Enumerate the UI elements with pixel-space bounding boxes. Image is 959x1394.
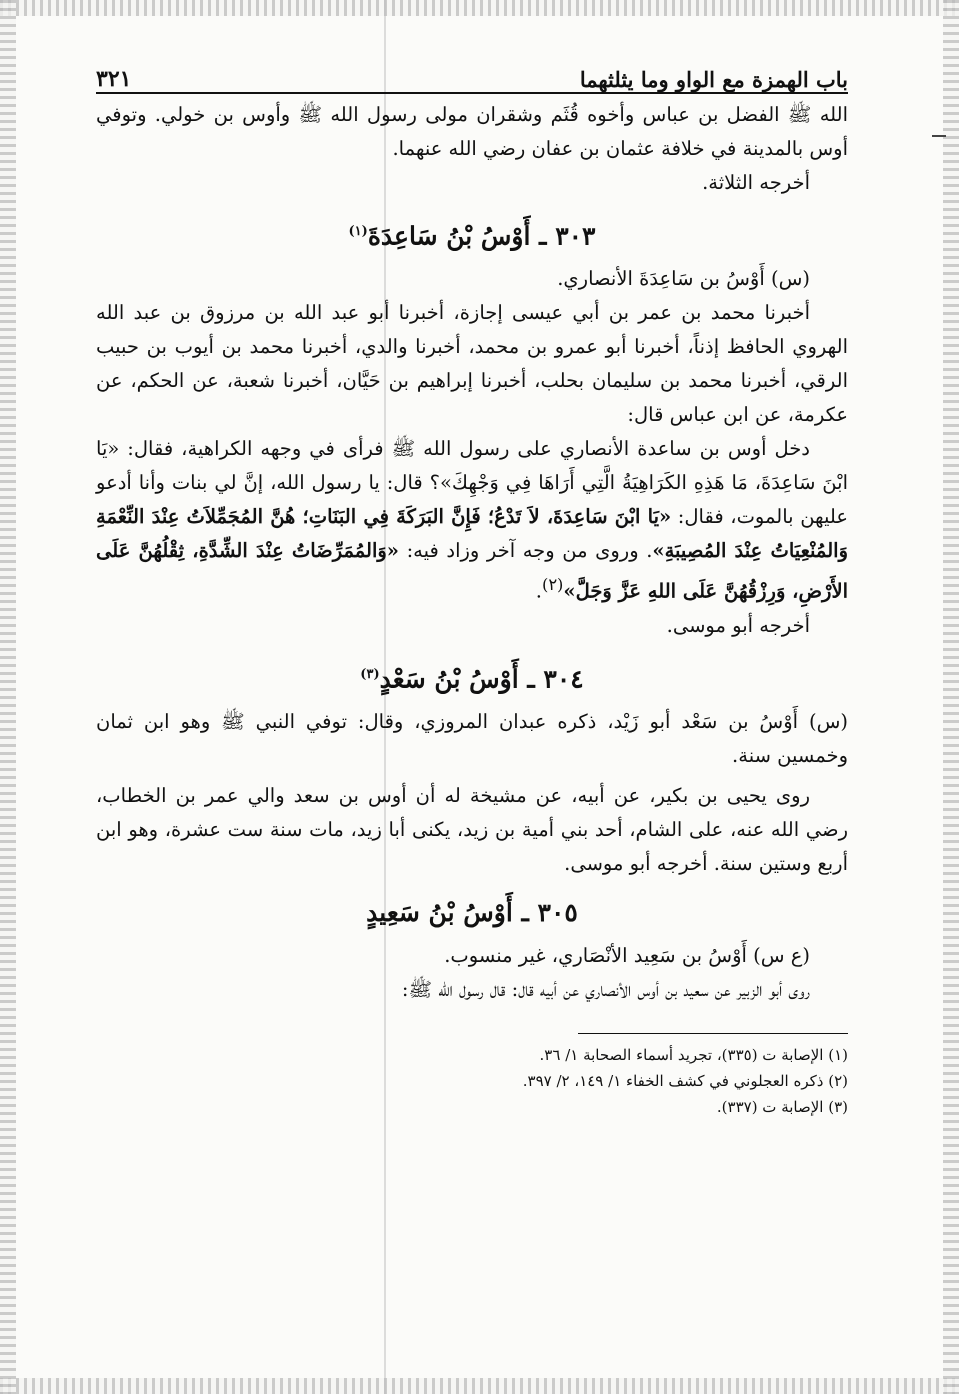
page-number: ٣٢١ [96,66,132,92]
entry-303-name-line: (س) أَوْسُ بن سَاعِدَةَ الأنصاري. [557,267,810,291]
intro-paragraph: الله ﷺ الفضل بن عباس وأخوه قُثَم وشقران مولى رسول الله ﷺ وأوس بن خولي. وتوفي أوس بالمدينة في خلافة عثمان بن عفان رضي الله عنهما. [96,103,848,160]
margin-mark [932,135,946,137]
entry-heading-303 [96,214,848,254]
footnote-ref-2: (٢) [541,575,564,595]
entry-303-hadith: دخل أوس بن ساعدة الأنصاري على رسول الله ﷺ فرأى في وجهه الكراهية، فقال: «يَا ابْنَ سَاعِدَةَ، مَا هَذِهِ الكَرَاهِيَةُ الَّتِي أَرَاهَا فِي وَجْهِكَ»؟ قال: يا رسول الله، إنَّ لي بنات وأنا أدعو عليهن بالموت، فقال: «يَا ابْنَ سَاعِدَةَ، لاَ تَدْعُ؛ فَإِنَّ البَرَكَةَ فِي البَنَاتِ؛ هُنَّ المُجَمِّلاَتُ عِنْدَ النِّعْمَةِ وَالمُنْعِيَاتُ عِنْدَ المُصِيبَةِ». وروى من وجه آخر وزاد فيه: «وَالمُمَرِّضَاتُ عِنْدَ الشِّدَّةِ، ثِقْلُهُنَّ عَلَى الأَرْضِ، وَرِزْقُهُنَّ عَلَى اللهِ عَزَّ وَجَلَّ»$^{(٢)}$. [96,437,848,603]
entry-305-narration: روى أبو الزبير عن سعيد بن أوس الأنصاري عن أبيه قال: قال رسول الله ﷺ: [401,978,810,1002]
entry-304-name-line: (س) أَوْسُ بن سَعْد أبو زَيْد، ذكره عبدان المروزي، وقال: توفي النبي ﷺ وهو ابن ثمان وخمسين سنة. [96,710,848,768]
entry-303-hadith-part-2: . وروى من وجه آخر وزاد فيه: [399,539,653,563]
footnote-ref-3: (٣) [360,666,380,682]
footnote-1: (١) الإصابة ت (٣٣٥)، تجريد أسماء الصحابة ١/ ٣٦. [539,1046,848,1065]
footnote-divider [578,1033,848,1034]
entry-heading-304 [96,657,848,697]
entry-303-attribution: أخرجه أبو موسى. [666,613,810,637]
decorative-border-left [0,0,16,1394]
entry-305-name-line: (ع س) أَوْسُ بن سَعِيد الأنْصَاري، غير منسوب. [444,944,810,968]
decorative-border-right [943,0,959,1394]
entry-heading-303-text: ٣٠٣ ـ أَوْسُ بْنُ سَاعِدَةَ [367,221,596,251]
page-body [96,98,848,1007]
entry-303-hadith-quote-1: «يَا ابْنَ سَاعِدَةَ، لاَ تَدْعُ؛ فَإِنَّ البَرَكَةَ فِي البَنَاتِ؛ هُنَّ المُجَمِّلاَتُ عِنْدَ النِّعْمَةِ وَالمُنْعِيَاتُ عِنْدَ المُصِيبَةِ» [96,505,848,563]
entry-heading-304-text: ٣٠٤ ـ أَوْسُ بْنُ سَعْدٍ [379,664,584,694]
footnotes [96,1042,848,1120]
running-title: باب الهمزة مع الواو وما يثلثهما [579,67,848,92]
intro-attribution: أخرجه الثلاثة. [702,171,810,194]
entry-303-hadith-part-1: دخل أوس بن ساعدة الأنصاري على رسول الله ﷺ فرأى في وجهه الكراهية، فقال: «يَا ابْنَ سَاعِدَةَ، مَا هَذِهِ الكَرَاهِيَةُ الَّتِي أَرَاهَا فِي وَجْهِكَ»؟ قال: يا رسول الله، إنَّ لي بنات وأنا أدعو عليهن بالموت، فقال: [96,437,848,529]
running-header [96,52,848,94]
entry-303-hadith-quote-2: «وَالمُمَرِّضَاتُ عِنْدَ الشِّدَّةِ، ثِقْلُهُنَّ عَلَى الأَرْضِ، وَرِزْقُهُنَّ عَلَى اللهِ عَزَّ وَجَلَّ» [96,539,848,603]
entry-303-isnad: أخبرنا محمد بن عمر بن أبي عيسى إجازة، أخبرنا أبو عبد الله بن مرزوق بن عبد الله الهروي الحافظ إذناً، أخبرنا أبو عمرو بن محمد، أخبرنا والدي، أخبرنا محمد بن أيوب بن حبيب الرقي، أخبرنا محمد بن سليمان بحلب، أخبرنا إبراهيم بن حَيَّان، أخبرنا شعبة، عن الحكم، عن عكرمة، عن ابن عباس قال: [96,301,848,427]
entry-heading-305 [96,895,848,931]
entry-304-narration: روى يحيى بن بكير، عن أبيه، عن مشيخة له أن أوس بن سعد والي عمر بن الخطاب، رضي الله عنه، على الشام، أحد بني أمية بن زيد، يكنى أبا زيد، مات سنة ست عشرة، وهو ابن أربع وستين سنة. أخرجه أبو موسى. [96,784,848,876]
footnote-2: (٢) ذكره العجلوني في كشف الخفاء ١/ ١٤٩، ٢/ ٣٩٧. [522,1072,848,1091]
footnote-3: (٣) الإصابة ت (٣٣٧). [716,1098,848,1117]
decorative-border-top [0,0,959,16]
book-page [96,52,848,1120]
decorative-border-bottom [0,1378,959,1394]
entry-heading-305-text: ٣٠٥ ـ أَوْسُ بْنُ سَعِيدٍ [366,898,578,928]
footnote-ref-1: (١) [348,224,368,239]
